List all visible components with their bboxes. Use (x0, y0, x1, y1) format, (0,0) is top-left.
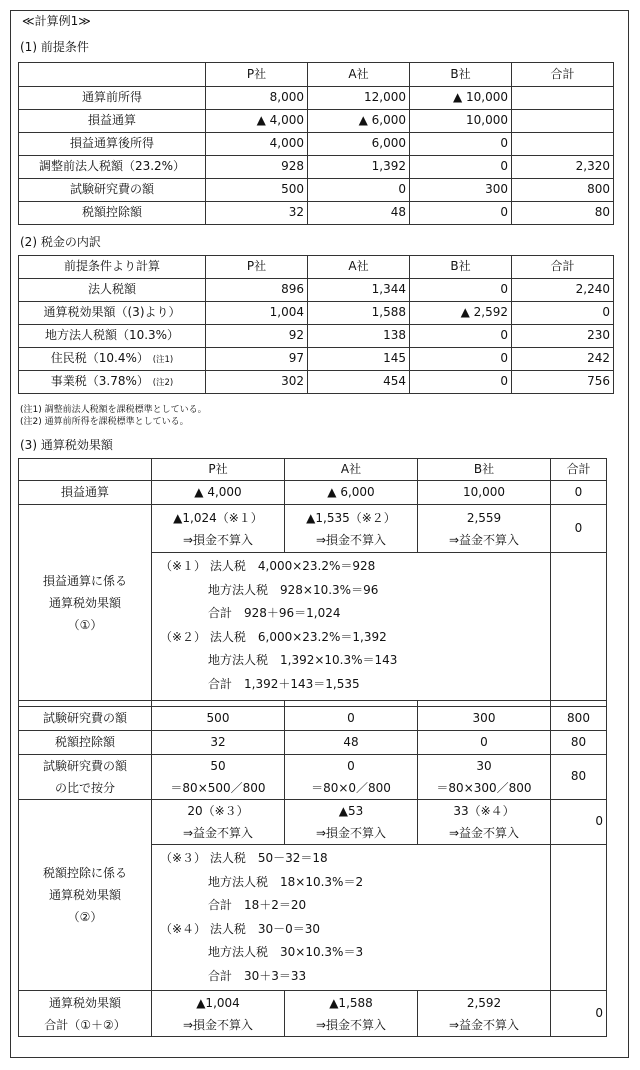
cell-value: 8,000 (206, 87, 308, 110)
cell-value: 0 (410, 202, 512, 225)
cell-value: 800 (512, 179, 614, 202)
header-p: P社 (206, 63, 308, 87)
section3-heading: (3) 通算税効果額 (20, 438, 113, 452)
sum-b-cell: 2,592 ⇒益金不算入 (418, 991, 551, 1037)
cell-value: 756 (512, 371, 614, 394)
effect1-calculation: （※１） 法人税 4,000×23.2%＝928 地方法人税 928×10.3%＝96 合計 928＋96＝1,024 （※２） 法人税 6,000×23.2%＝1,392 地方法人税 1,392×10.3%＝143 合計 1,392＋143＝1,535 (152, 553, 551, 701)
cell-value: 0 (410, 325, 512, 348)
cell-value: 0 (418, 731, 551, 755)
loss-offset-row (19, 481, 607, 505)
header-b: B社 (410, 63, 512, 87)
cell-value: 138 (308, 325, 410, 348)
row-label: 法人税額 (19, 279, 206, 302)
header-b: B社 (418, 459, 551, 481)
prorate-p-cell: 50 ＝80×500／800 (152, 755, 285, 800)
row-label: 通算前所得 (19, 87, 206, 110)
cell-value: 1,344 (308, 279, 410, 302)
cell-value: 230 (512, 325, 614, 348)
header-total: 合計 (512, 256, 614, 279)
cell-value: 302 (206, 371, 308, 394)
effect2-calculation: （※３） 法人税 50－32＝18 地方法人税 18×10.3%＝2 合計 18＋2＝20 （※４） 法人税 30－0＝30 地方法人税 30×10.3%＝3 合計 30＋3＝33 (152, 845, 551, 991)
cell-value: 6,000 (308, 133, 410, 156)
effect1-a-cell: ▲1,535（※２） ⇒損金不算入 (285, 505, 418, 553)
cell-value: 0 (551, 481, 607, 505)
cell-value: 300 (410, 179, 512, 202)
cell-value: 896 (206, 279, 308, 302)
row-label: 調整前法人税額（23.2%） (19, 156, 206, 179)
cell-value: 1,004 (206, 302, 308, 325)
cell-value: ▲ 4,000 (152, 481, 285, 505)
header-p: P社 (206, 256, 308, 279)
cell-value: 12,000 (308, 87, 410, 110)
table-row (19, 133, 614, 156)
tax-breakdown-table (18, 255, 614, 394)
table-row (19, 179, 614, 202)
breakdown-header-row (19, 256, 614, 279)
cell-value: 300 (418, 707, 551, 731)
cell-value: 32 (206, 202, 308, 225)
cell-value: 0 (410, 133, 512, 156)
cell-value: ▲ 4,000 (206, 110, 308, 133)
cell-value: 500 (152, 707, 285, 731)
effect2-label: 税額控除に係る 通算税効果額 （②） (19, 800, 152, 991)
row-label: 損益通算 (19, 110, 206, 133)
cell-value: 2,240 (512, 279, 614, 302)
row-label: 地方法人税額（10.3%） (19, 325, 206, 348)
cell-value: 145 (308, 348, 410, 371)
row-label: 通算税効果額（(3)より） (19, 302, 206, 325)
sum-total: 0 (551, 991, 607, 1037)
table-row (19, 371, 614, 394)
credit-row (19, 731, 607, 755)
prorate-row (19, 755, 607, 800)
cell-value: 1,588 (308, 302, 410, 325)
effect1-values-row (19, 505, 607, 553)
cell-value: ▲ 10,000 (410, 87, 512, 110)
header-p: P社 (152, 459, 285, 481)
effect1-b-cell: 2,559 ⇒益金不算入 (418, 505, 551, 553)
cell-value: 48 (285, 731, 418, 755)
cell-value: 80 (512, 202, 614, 225)
effect1-label: 損益通算に係る 通算税効果額 （①） (19, 505, 152, 701)
row-label: 事業税（3.78%） (注2) (19, 371, 206, 394)
cell-value: 0 (410, 156, 512, 179)
cell-value: ▲ 6,000 (285, 481, 418, 505)
cell-value (512, 133, 614, 156)
effect2-calc-total-blank (551, 845, 607, 991)
header-b: B社 (410, 256, 512, 279)
table-row (19, 110, 614, 133)
cell-value: 242 (512, 348, 614, 371)
cell-value: 10,000 (418, 481, 551, 505)
table-row (19, 325, 614, 348)
row-label: 税額控除額 (19, 202, 206, 225)
sum-row (19, 991, 607, 1037)
cell-value: 0 (308, 179, 410, 202)
effect1-total: 0 (551, 505, 607, 553)
cell-value: 500 (206, 179, 308, 202)
prorate-b-cell: 30 ＝80×300／800 (418, 755, 551, 800)
cell-value: 32 (152, 731, 285, 755)
effect2-b-cell: 33（※４） ⇒益金不算入 (418, 800, 551, 845)
footnote-1: (注1) 調整前法人税額を課税標準としている。 (20, 405, 207, 415)
premise-header-row (19, 63, 614, 87)
cell-value: 1,392 (308, 156, 410, 179)
sum-p-cell: ▲1,004 ⇒損金不算入 (152, 991, 285, 1037)
footnotes (20, 404, 207, 428)
prorate-label: 試験研究費の額 の比で按分 (19, 755, 152, 800)
effect-header-row (19, 459, 607, 481)
cell-value: 4,000 (206, 133, 308, 156)
cell-value: 0 (512, 302, 614, 325)
cell-value (512, 87, 614, 110)
header-empty (19, 63, 206, 87)
prorate-total: 80 (551, 755, 607, 800)
cell-value (512, 110, 614, 133)
header-empty (19, 459, 152, 481)
section1-heading: (1) 前提条件 (20, 40, 89, 54)
cell-value: ▲ 2,592 (410, 302, 512, 325)
effect2-total: 0 (551, 800, 607, 845)
cell-value: 0 (410, 371, 512, 394)
row-label: 損益通算 (19, 481, 152, 505)
cell-value: 0 (410, 279, 512, 302)
cell-value: 92 (206, 325, 308, 348)
premise-table (18, 62, 614, 225)
tax-effect-table (18, 458, 607, 1037)
section2-heading: (2) 税金の内訳 (20, 235, 101, 249)
cell-value: 800 (551, 707, 607, 731)
sum-label: 通算税効果額 合計（①＋②） (19, 991, 152, 1037)
cell-value: 2,320 (512, 156, 614, 179)
effect2-values-row (19, 800, 607, 845)
header-total: 合計 (512, 63, 614, 87)
cell-value: 0 (285, 707, 418, 731)
research-row (19, 707, 607, 731)
cell-value: 454 (308, 371, 410, 394)
header-total: 合計 (551, 459, 607, 481)
row-label: 損益通算後所得 (19, 133, 206, 156)
effect2-p-cell: 20（※３） ⇒益金不算入 (152, 800, 285, 845)
cell-value: 48 (308, 202, 410, 225)
footnote-2: (注2) 通算前所得を課税標準としている。 (20, 417, 189, 427)
header-a: A社 (308, 63, 410, 87)
table-row (19, 348, 614, 371)
prorate-a-cell: 0 ＝80×0／800 (285, 755, 418, 800)
effect2-a-cell: ▲53 ⇒損金不算入 (285, 800, 418, 845)
row-label: 試験研究費の額 (19, 179, 206, 202)
effect1-calc-total-blank (551, 553, 607, 701)
cell-value: 928 (206, 156, 308, 179)
table-row (19, 156, 614, 179)
row-label: 税額控除額 (19, 731, 152, 755)
cell-value: 0 (410, 348, 512, 371)
cell-value: 10,000 (410, 110, 512, 133)
cell-value: 97 (206, 348, 308, 371)
row-label: 住民税（10.4%） (注1) (19, 348, 206, 371)
header-a: A社 (308, 256, 410, 279)
table-row (19, 202, 614, 225)
header-a: A社 (285, 459, 418, 481)
table-row (19, 302, 614, 325)
table-row (19, 87, 614, 110)
cell-value: ▲ 6,000 (308, 110, 410, 133)
row-label: 試験研究費の額 (19, 707, 152, 731)
cell-value: 80 (551, 731, 607, 755)
table-row (19, 279, 614, 302)
effect1-p-cell: ▲1,024（※１） ⇒損金不算入 (152, 505, 285, 553)
sum-a-cell: ▲1,588 ⇒損金不算入 (285, 991, 418, 1037)
header-basis: 前提条件より計算 (19, 256, 206, 279)
document-title: ≪計算例1≫ (22, 14, 91, 28)
